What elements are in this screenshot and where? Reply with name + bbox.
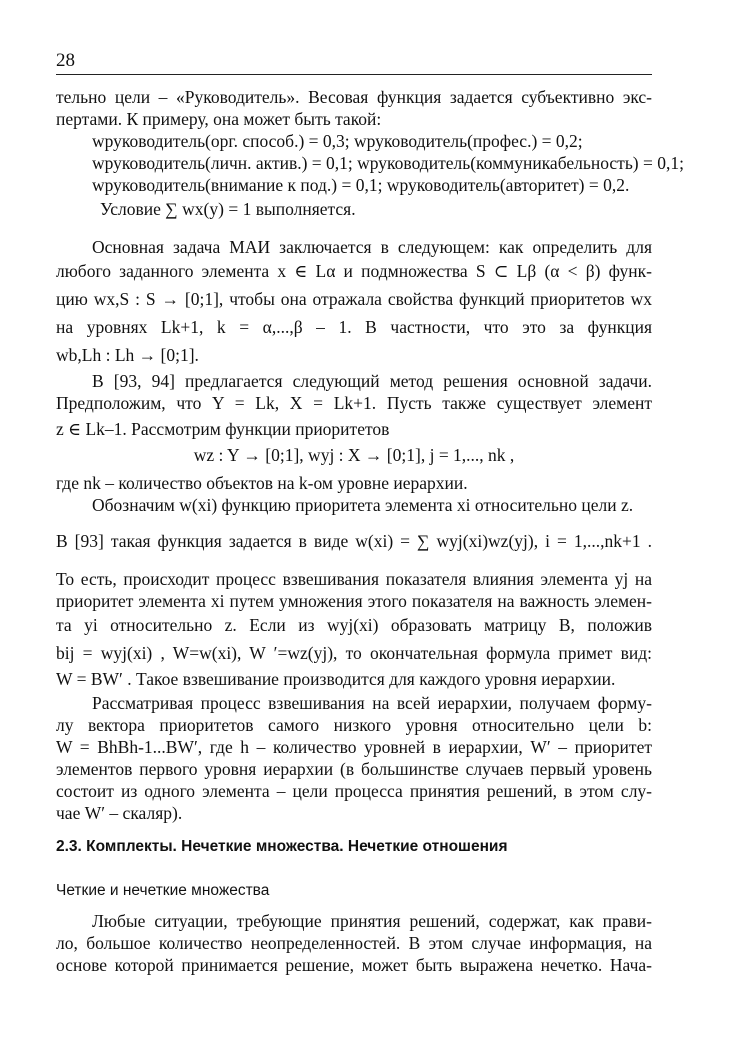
subsection-heading: Четкие и нечеткие множества <box>56 882 270 899</box>
page-number: 28 <box>56 50 75 71</box>
text-line: где nk – количество объектов на k-ом уровне иерархии. <box>56 473 468 493</box>
formula-line: wb,Lh : Lh → [0;1]. <box>56 345 199 365</box>
text-line: состоит из одного элемента – цели процесса принятия решений, в этом слу- <box>56 781 652 801</box>
text-line: Основная задача МАИ заключается в следующем: как определить для <box>92 237 652 257</box>
text-line: В [93] такая функция задается в виде w(xi) = ∑ wyj(xi)wz(yj), i = 1,...,nk+1 . <box>56 531 652 551</box>
text-line: W = BW′ . Такое взвешивание производится для каждого уровня иерархии. <box>56 669 616 689</box>
text-line: пертами. К примеру, она может быть такой: <box>56 109 382 129</box>
text-line: цию wx,S : S → [0;1], чтобы она отражала свойства функций приоритетов wx <box>56 289 652 309</box>
text-line: Любые ситуации, требующие принятия решений, содержат, как прави- <box>92 911 652 931</box>
text-line: Рассматривая процесс взвешивания на всей иерархии, получаем форму- <box>92 693 652 713</box>
text-line: чае W′ – скаляр). <box>56 803 183 823</box>
text-line: bij = wyj(xi) , W=w(xi), W ′=wz(yj), то окончательная формула примет вид: <box>56 643 652 663</box>
text-line: Предположим, что Y = Lk, X = Lk+1. Пусть также существует элемент <box>56 393 652 413</box>
text-line: z ∈ Lk–1. Рассмотрим функции приоритетов <box>56 419 390 439</box>
section-heading: 2.3. Комплекты. Нечеткие множества. Нечеткие отношения <box>56 838 508 855</box>
text-line: на уровнях Lk+1, k = α,...,β – 1. В частности, что это за функция <box>56 317 652 337</box>
text-line: та yi относительно z. Если из wyj(xi) образовать матрицу B, положив <box>56 615 652 635</box>
text-line: Обозначим w(xi) функцию приоритета элемента xi относительно цели z. <box>92 495 634 515</box>
text-line: любого заданного элемента x ∈ Lα и подмножества S ⊂ Lβ (α < β) функ- <box>56 261 652 281</box>
text-line: тельно цели – «Руководитель». Весовая функция задается субъективно экс- <box>56 87 652 107</box>
formula-line: wруководитель(личн. актив.) = 0,1; wруководитель(коммуникабельность) = 0,1; <box>92 153 684 173</box>
text-line: лу вектора приоритетов самого низкого уровня относительно цели b: <box>56 715 652 735</box>
formula-line: wруководитель(внимание к под.) = 0,1; wруководитель(авторитет) = 0,2. <box>92 175 630 195</box>
text-line: приоритет элемента xi путем умножения этого показателя на важность элемен- <box>56 591 652 611</box>
text-line: ло, большое количество неопределенностей. В этом случае информация, на <box>56 933 652 953</box>
text-line: элементов первого уровня иерархии (в большинстве случаев первый уровень <box>56 759 652 779</box>
text-line: То есть, происходит процесс взвешивания показателя влияния элемента yj на <box>56 569 652 589</box>
text-line: W = BhBh-1...BW′, где h – количество уровней в иерархии, W′ – приоритет <box>56 737 652 757</box>
condition-line: Условие ∑ wx(y) = 1 выполняется. <box>100 199 356 219</box>
formula-line: wруководитель(орг. способ.) = 0,3; wруководитель(профес.) = 0,2; <box>92 131 583 151</box>
text-line: В [93, 94] предлагается следующий метод решения основной задачи. <box>92 371 652 391</box>
formula-line: wz : Y → [0;1], wyj : X → [0;1], j = 1,..., nk , <box>193 445 515 465</box>
text-line: основе которой принимается решение, может быть выражена нечетко. Нача- <box>56 955 652 975</box>
header-rule <box>56 74 652 75</box>
